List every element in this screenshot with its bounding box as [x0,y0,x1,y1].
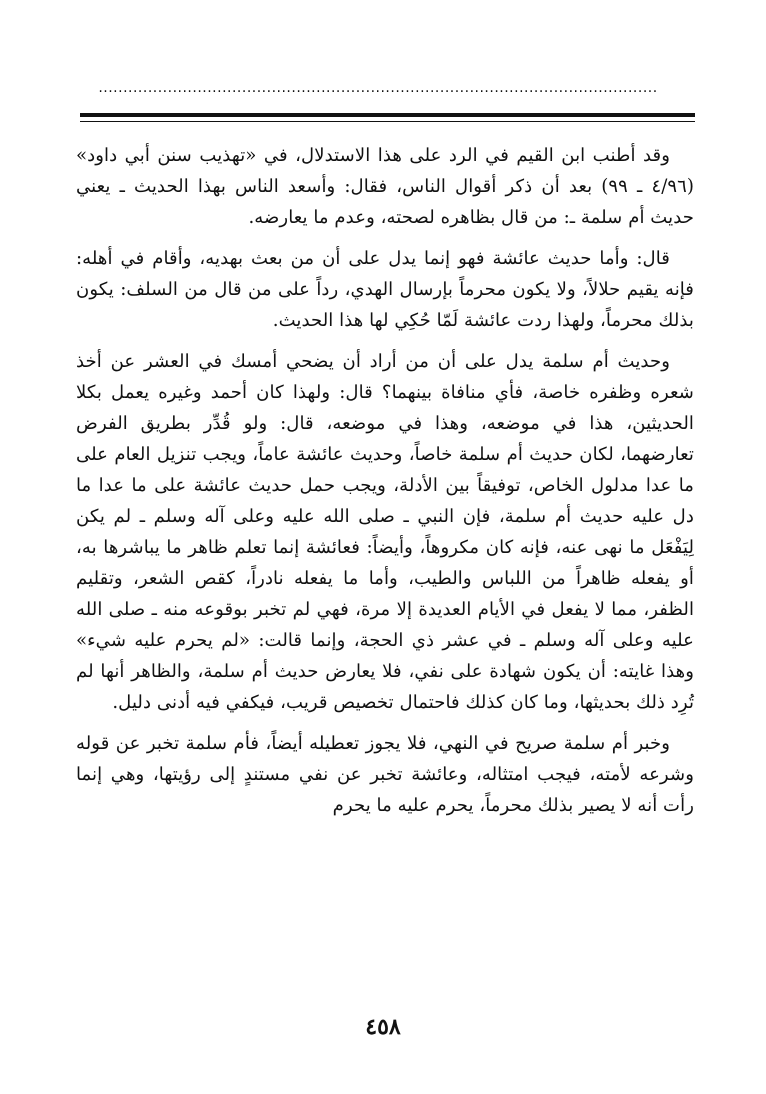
paragraph-2: قال: وأما حديث عائشة فهو إنما يدل على أن من بعث بهديه، وأقام في أهله: فإنه يقيم حلالاً، ولا يكون محرماً بإرسال الهدي، رداً على من قال من السلف: يكون بذلك محرماً، ولهذا ردت عائشة لَمّا حُكِي لها هذا الحديث. [76,248,694,331]
header-rule-thick [80,113,695,117]
paragraph-1: وقد أطنب ابن القيم في الرد على هذا الاستدلال، في «تهذيب سنن أبي داود» (٤/٩٦ ـ ٩٩) بعد أن ذكر أقوال الناس، فقال: وأسعد الناس بهذا الحديث ـ يعني حديث أم سلمة ـ: من قال بظاهره لصحته، وعدم ما يعارضه. [76,145,694,228]
header-dot-leader: ................................................................................................................. [98,80,658,96]
paragraph-4: وخبر أم سلمة صريح في النهي، فلا يجوز تعطيله أيضاً، فأم سلمة تخبر عن قوله وشرعه لأمته، فيجب امتثاله، وعائشة تخبر عن نفي مستندٍ إلى رؤيتها، وهي إنما رأت أنه لا يصير بذلك محرماً، يحرم عليه ما يحرم [76,733,694,816]
page-number: ٤٥٨ [365,1014,401,1040]
body-text [76,140,694,831]
header-rule-thin [80,121,695,122]
paragraph-3: وحديث أم سلمة يدل على أن من أراد أن يضحي أمسك في العشر عن أخذ شعره وظفره خاصة، فأي منافاة بينهما؟ قال: ولهذا كان أحمد وغيره يعمل بكلا الحديثين، هذا في موضعه، وهذا في موضعه، قال: ولو قُدِّر بطريق الفرض تعارضهما، لكان حديث أم سلمة خاصاً، وحديث عائشة عاماً، ويجب تنزيل العام على ما عدا مدلول الخاص، توفيقاً بين الأدلة، ويجب حمل حديث عائشة على ما عدا ما دل عليه حديث أم سلمة، فإن النبي ـ صلى الله عليه وعلى آله وسلم ـ لم يكن لِيَفْعَل ما نهى عنه، فإنه كان مكروهاً، وأيضاً: فعائشة إنما تعلم ظاهر ما يباشرها به، أو يفعله ظاهراً من اللباس والطيب، وأما ما يفعله نادراً، كقص الشعر، وتقليم الظفر، مما لا يفعل في الأيام العديدة إلا مرة، فهي لم تخبر بوقوعه منه ـ صلى الله عليه وعلى آله وسلم ـ في عشر ذي الحجة، وإنما قالت: «لم يحرم عليه شيء» وهذا غايته: أن يكون شهادة على نفي، فلا يعارض حديث أم سلمة، والظاهر أنها لم تُرِد ذلك بحديثها، وما كان كذلك فاحتمال تخصيص قريب، فيكفي فيه أدنى دليل. [76,351,694,713]
